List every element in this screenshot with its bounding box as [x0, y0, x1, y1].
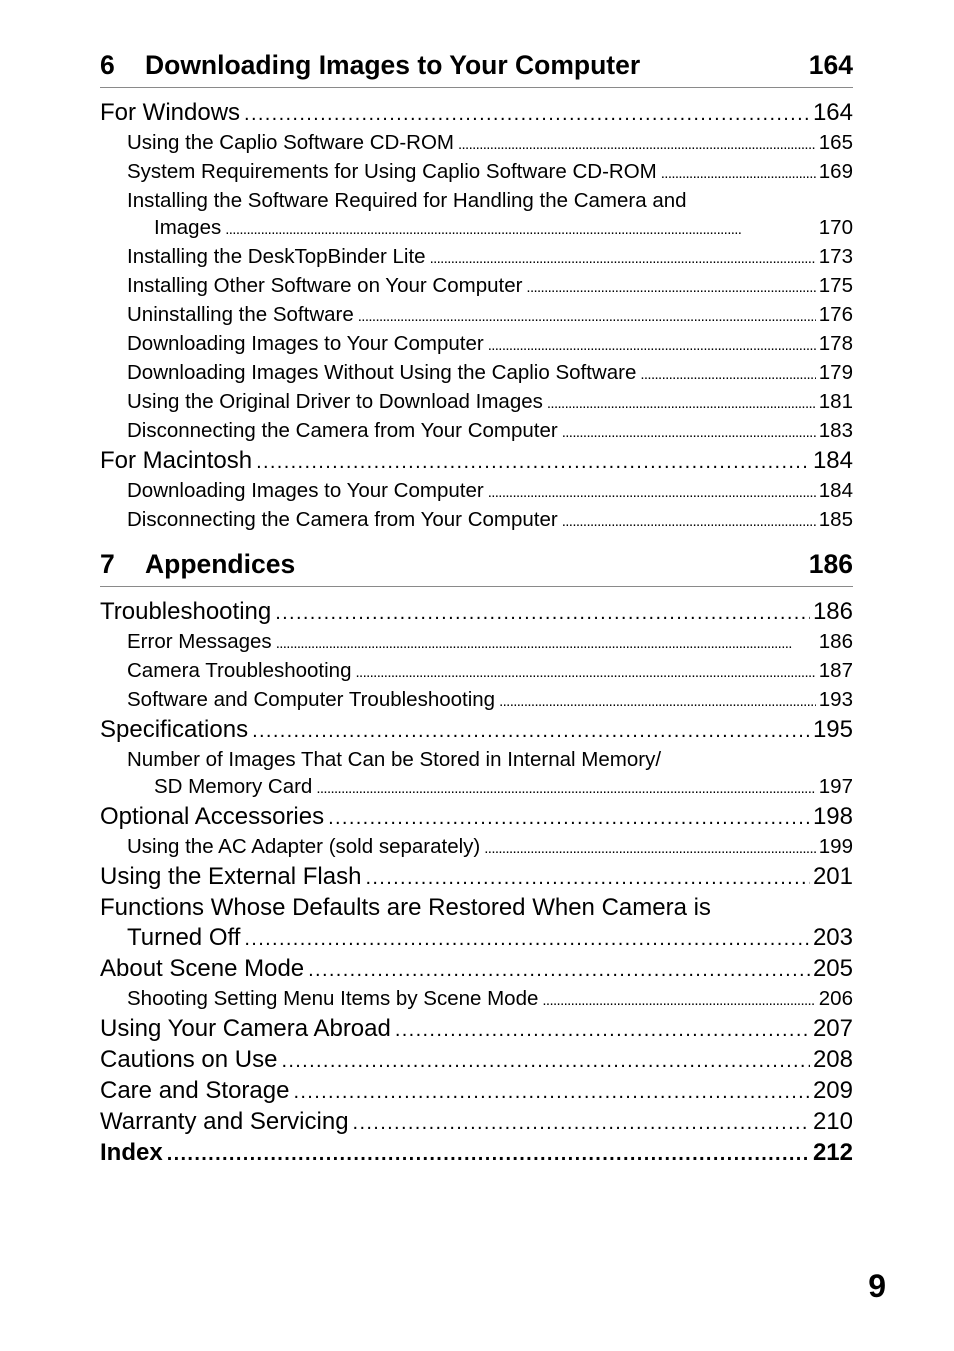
dot-leader: [252, 715, 810, 746]
dot-leader: [244, 98, 810, 129]
toc-entry[interactable]: [100, 954, 853, 985]
chapter-title: Appendices: [145, 549, 296, 579]
entry-title: Downloading Images to Your Computer: [127, 479, 484, 502]
entry-title: Error Messages: [127, 630, 272, 653]
entry-title: Uninstalling the Software: [127, 303, 354, 326]
entry-page: 170: [818, 216, 853, 239]
page-number: 9: [868, 1268, 886, 1304]
toc-entry[interactable]: [100, 597, 853, 628]
toc-subentry[interactable]: [100, 129, 853, 158]
entry-page: 173: [818, 245, 853, 268]
entry-title: Downloading Images to Your Computer: [127, 332, 484, 355]
dot-leader: [640, 359, 815, 388]
entry-page: 175: [818, 274, 853, 297]
toc-subentry[interactable]: [100, 417, 853, 446]
toc-entry-title-line[interactable]: Functions Whose Defaults are Restored When Camera is: [100, 894, 711, 921]
dot-leader: [225, 214, 816, 243]
dot-leader: [275, 597, 810, 628]
toc-entry[interactable]: [100, 446, 853, 477]
dot-leader: [328, 802, 810, 833]
entry-page: 208: [812, 1046, 853, 1073]
entry-page: 187: [818, 659, 853, 682]
entry-page: 169: [818, 160, 853, 183]
dot-leader: [562, 506, 816, 535]
entry-page: 197: [818, 775, 853, 798]
entry-title: Using the External Flash: [100, 863, 362, 890]
dot-leader: [358, 301, 816, 330]
toc-page: [100, 50, 853, 1169]
toc-entry[interactable]: [100, 1045, 853, 1076]
entry-page: 198: [812, 803, 853, 830]
toc-subentry[interactable]: [100, 243, 853, 272]
chapter-title-group: [100, 50, 640, 80]
entry-title: Disconnecting the Camera from Your Computer: [127, 508, 558, 531]
entry-title: Optional Accessories: [100, 803, 325, 830]
entry-title: Warranty and Servicing: [100, 1108, 349, 1135]
dot-leader: [281, 1045, 810, 1076]
toc-entry[interactable]: [100, 1076, 853, 1107]
chapter-page: 164: [808, 50, 853, 80]
entry-page: 210: [812, 1108, 853, 1135]
dot-leader: [430, 243, 816, 272]
dot-leader: [316, 773, 815, 802]
entry-page: 205: [812, 955, 853, 982]
dot-leader: [293, 1076, 809, 1107]
chapter-number: 7: [100, 549, 115, 579]
toc-entry[interactable]: [100, 1138, 853, 1169]
entry-title-continued: SD Memory Card: [154, 775, 313, 798]
dot-leader: [484, 833, 816, 862]
toc-subentry[interactable]: [100, 359, 853, 388]
dot-leader: [488, 330, 816, 359]
entry-title: Troubleshooting: [100, 598, 272, 625]
chapter-title: Downloading Images to Your Computer: [145, 50, 641, 80]
toc-subentry[interactable]: [100, 686, 853, 715]
chapter-page: 186: [808, 549, 853, 579]
entry-page: 193: [818, 688, 853, 711]
dot-leader: [395, 1014, 810, 1045]
entry-page: 212: [812, 1139, 853, 1166]
dot-leader: [167, 1138, 810, 1169]
dot-leader: [365, 862, 809, 893]
dot-leader: [244, 923, 810, 954]
dot-leader: [526, 272, 815, 301]
entry-title: Care and Storage: [100, 1077, 290, 1104]
entry-title: Using the Caplio Software CD-ROM: [127, 131, 454, 154]
chapter-heading[interactable]: [100, 549, 853, 587]
entry-page: 209: [812, 1077, 853, 1104]
entry-page: 207: [812, 1015, 853, 1042]
entry-title: About Scene Mode: [100, 955, 305, 982]
entry-title: Cautions on Use: [100, 1046, 278, 1073]
entry-title: Disconnecting the Camera from Your Computer: [127, 419, 558, 442]
toc-subentry[interactable]: [100, 506, 853, 535]
entry-title: Camera Troubleshooting: [127, 659, 352, 682]
dot-leader: [308, 954, 810, 985]
toc-entry[interactable]: [100, 1107, 853, 1138]
chapter-number: 6: [100, 50, 115, 80]
entry-page: 184: [818, 479, 853, 502]
toc-entry[interactable]: [100, 923, 853, 954]
toc-subentry[interactable]: [100, 773, 853, 802]
toc-entry[interactable]: [100, 862, 853, 893]
entry-title: For Macintosh: [100, 447, 253, 474]
dot-leader: [356, 657, 816, 686]
entry-page: 203: [812, 924, 853, 951]
entry-title: Installing Other Software on Your Computer: [127, 274, 523, 297]
entry-title: Software and Computer Troubleshooting: [127, 688, 496, 711]
toc-subentry[interactable]: [100, 272, 853, 301]
entry-title: System Requirements for Using Caplio Software CD-ROM: [127, 160, 657, 183]
toc-subentry[interactable]: [100, 330, 853, 359]
toc-subentry[interactable]: [100, 301, 853, 330]
entry-title: Index: [100, 1139, 163, 1166]
entry-title: Specifications: [100, 716, 249, 743]
entry-page: 201: [812, 863, 853, 890]
toc-subentry-title-line[interactable]: Number of Images That Can be Stored in Internal Memory/: [127, 748, 662, 771]
entry-title: Using Your Camera Abroad: [100, 1015, 391, 1042]
toc-entry[interactable]: [100, 715, 853, 746]
dot-leader: [488, 477, 816, 506]
toc-subentry[interactable]: [100, 477, 853, 506]
entry-page: 176: [818, 303, 853, 326]
toc-subentry-title-line[interactable]: Installing the Software Required for Handling the Camera and: [127, 189, 687, 212]
entry-page: 206: [818, 987, 853, 1010]
entry-page: 183: [818, 419, 853, 442]
entry-title: Shooting Setting Menu Items by Scene Mode: [127, 987, 539, 1010]
dot-leader: [661, 158, 816, 187]
toc-subentry[interactable]: [100, 388, 853, 417]
dot-leader: [542, 985, 815, 1014]
toc-subentry[interactable]: [100, 985, 853, 1014]
entry-title: Downloading Images Without Using the Caplio Software: [127, 361, 637, 384]
entry-title: Using the Original Driver to Download Images: [127, 390, 543, 413]
dot-leader: [547, 388, 816, 417]
entry-page: 179: [818, 361, 853, 384]
dot-leader: [562, 417, 816, 446]
chapter-title-group: [100, 549, 295, 579]
entry-title-continued: Turned Off: [127, 924, 241, 951]
toc-subentry[interactable]: [100, 657, 853, 686]
dot-leader: [458, 129, 816, 158]
entry-page: 195: [812, 716, 853, 743]
entry-page: 184: [812, 447, 853, 474]
toc-subentry[interactable]: [100, 628, 853, 657]
entry-page: 164: [812, 99, 853, 126]
dot-leader: [276, 628, 816, 657]
toc-entry[interactable]: [100, 802, 853, 833]
entry-page: 178: [818, 332, 853, 355]
toc-subentry[interactable]: [100, 214, 853, 243]
dot-leader: [353, 1107, 810, 1138]
dot-leader: [499, 686, 816, 715]
dot-leader: [256, 446, 810, 477]
entry-page: 181: [818, 390, 853, 413]
entry-title: For Windows: [100, 99, 241, 126]
entry-page: 165: [818, 131, 853, 154]
entry-page: 186: [812, 598, 853, 625]
toc-entry[interactable]: [100, 98, 853, 129]
entry-page: 186: [818, 630, 853, 653]
chapter-heading[interactable]: [100, 50, 853, 88]
toc-subentry[interactable]: [100, 833, 853, 862]
entry-page: 199: [818, 835, 853, 858]
entry-title: Installing the DeskTopBinder Lite: [127, 245, 426, 268]
entry-title-continued: Images: [154, 216, 222, 239]
entry-page: 185: [818, 508, 853, 531]
entry-title: Using the AC Adapter (sold separately): [127, 835, 481, 858]
toc-entry[interactable]: [100, 1014, 853, 1045]
toc-subentry[interactable]: [100, 158, 853, 187]
